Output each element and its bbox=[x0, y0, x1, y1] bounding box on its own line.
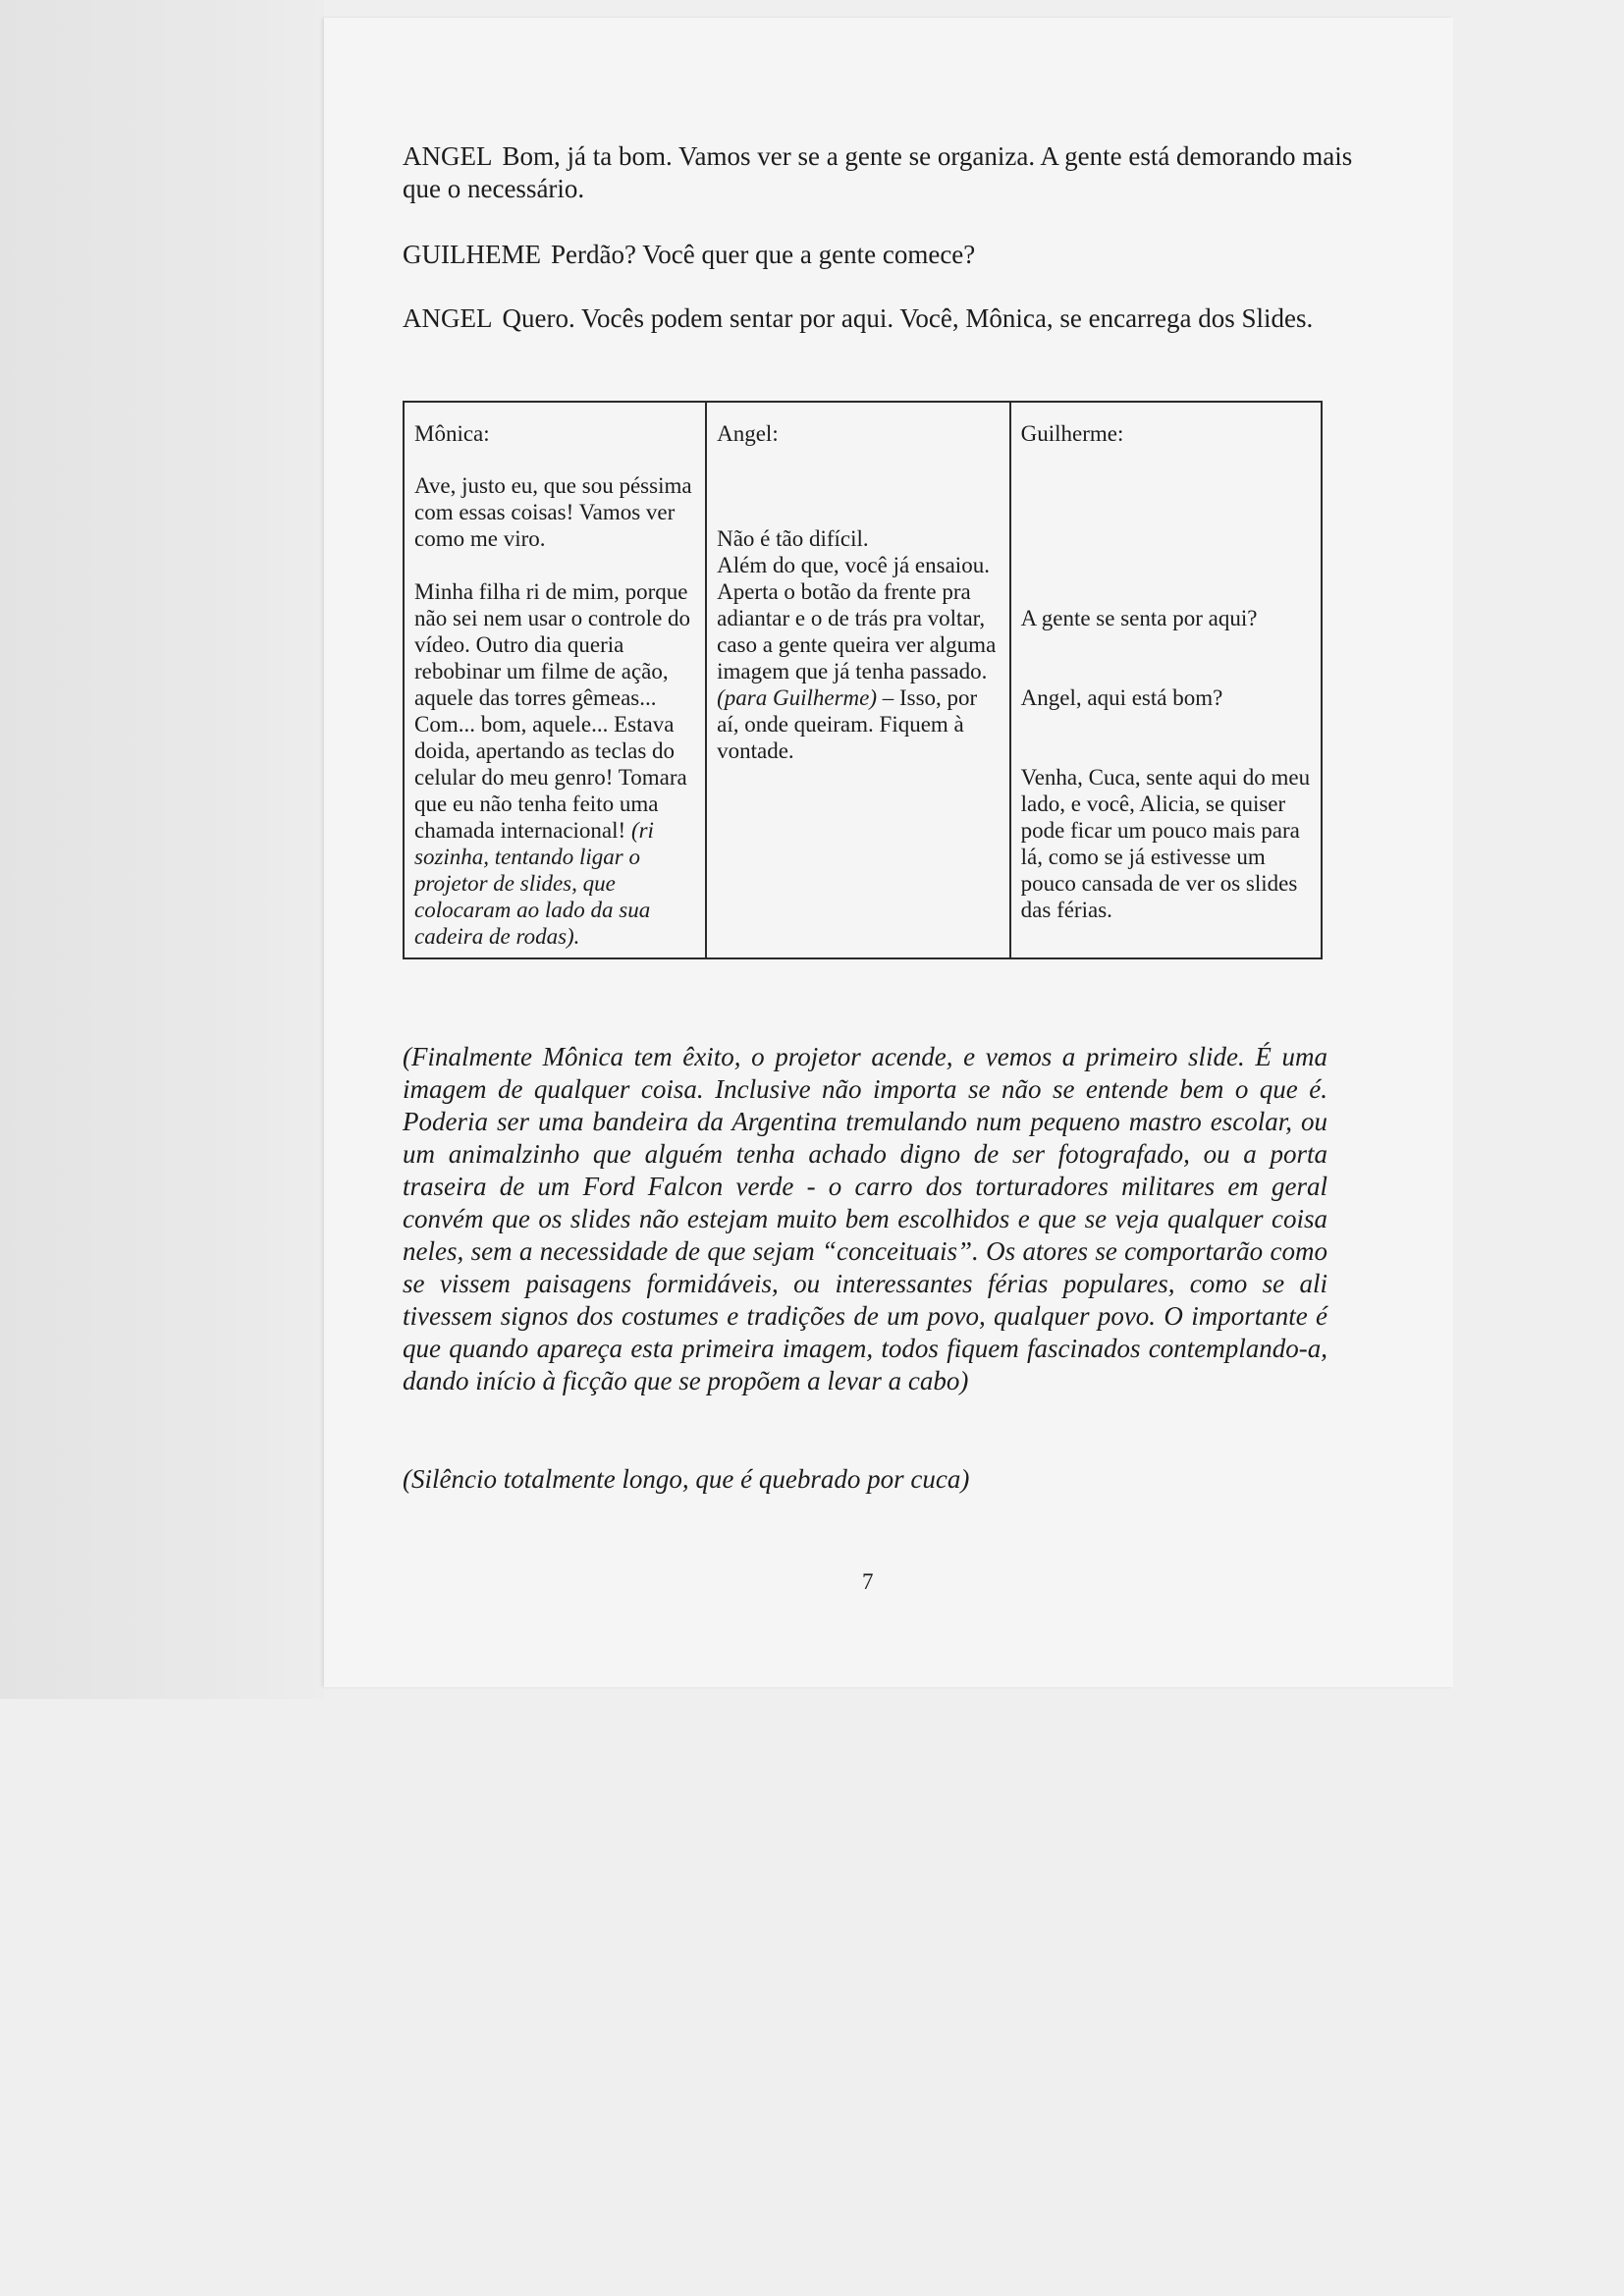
column-header: Angel: bbox=[717, 421, 779, 446]
stage-direction: (ri sozinha, tentando ligar o projetor de slides, que colocaram ao lado da sua cadeira de rodas). bbox=[414, 818, 654, 949]
guilherme-line: Angel, aqui está bom? bbox=[1020, 685, 1223, 710]
angel-cell bbox=[706, 402, 1010, 958]
dialogue-text: Perdão? Você quer que a gente comece? bbox=[550, 240, 976, 269]
guilherme-line: A gente se senta por aqui? bbox=[1020, 606, 1258, 630]
monica-line: Ave, justo eu, que sou péssima com essas coisas! Vamos ver como me viro. bbox=[414, 473, 692, 551]
column-header: Mônica: bbox=[414, 421, 490, 446]
monica-cell bbox=[404, 402, 706, 958]
scan-background bbox=[0, 0, 324, 1699]
dialogue-line bbox=[403, 239, 1365, 271]
dialogue-line bbox=[403, 140, 1365, 205]
guilherme-line: Venha, Cuca, sente aqui do meu lado, e você, Alicia, se quiser pode ficar um pouco mais para lá, como se já estivesse um pouco cansada de ver os slides das férias. bbox=[1020, 765, 1311, 922]
speaker-name: GUILHEME bbox=[403, 240, 541, 269]
column-header: Guilherme: bbox=[1020, 421, 1124, 446]
monica-line: Minha filha ri de mim, porque não sei nem usar o controle do vídeo. Outro dia queria rebobinar um filme de ação, aquele das torres gêmeas... Com... bom, aquele... Estava doida, apertando as teclas do celular do meu genro! Tomara que eu não tenha feito uma chamada internacional! (ri sozinha, tentando ligar o projetor de slides, que colocaram ao lado da sua cadeira de rodas). bbox=[414, 579, 691, 949]
angel-line: (para Guilherme) – Isso, por aí, onde queiram. Fiquem à vontade. bbox=[717, 685, 978, 763]
table-row bbox=[404, 402, 1322, 958]
speaker-name: ANGEL bbox=[403, 303, 493, 333]
document-page bbox=[324, 18, 1453, 1687]
angel-line: Além do que, você já ensaiou. Aperta o botão da frente pra adiantar e o de trás pra voltar, caso a gente queira ver alguma imagem que já tenha passado. bbox=[717, 553, 997, 683]
guilherme-cell bbox=[1010, 402, 1322, 958]
dialogue-text: Bom, já ta bom. Vamos ver se a gente se organiza. A gente está demorando mais que o necessário. bbox=[403, 141, 1353, 203]
angel-line: Não é tão difícil. bbox=[717, 526, 869, 551]
speaker-name: ANGEL bbox=[403, 141, 493, 171]
dialogue-line bbox=[403, 302, 1365, 335]
dialogue-text: Quero. Vocês podem sentar por aqui. Você, Mônica, se encarrega dos Slides. bbox=[502, 303, 1314, 333]
dialogue-table bbox=[403, 401, 1323, 959]
page-number: 7 bbox=[862, 1569, 874, 1594]
stage-direction: (para Guilherme) bbox=[717, 685, 877, 710]
stage-direction-paragraph: (Finalmente Mônica tem êxito, o projetor acende, e vemos a primeiro slide. É uma imagem de qualquer coisa. Inclusive não importa se não se entende bem o que é. Poderia ser uma bandeira da Argentina tremulando num pequeno mastro escolar, ou um animalzinho que alguém tenha achado digno de ser fotografado, ou a porta traseira de um Ford Falcon verde - o carro dos torturadores militares em geral convém que os slides não estejam muito bem escolhidos e que se veja qualquer coisa neles, sem a necessidade de que sejam “conceituais”. Os atores se comportarão como se vissem paisagens formidáveis, ou interessantes férias populares, como se ali tivessem signos dos costumes e tradições de um povo, qualquer povo. O importante é que quando apareça esta primeira imagem, todos fiquem fascinados contemplando-a, dando início à ficção que se propõem a levar a cabo) bbox=[403, 1042, 1327, 1395]
stage-direction-paragraph: (Silêncio totalmente longo, que é quebrado por cuca) bbox=[403, 1464, 970, 1494]
